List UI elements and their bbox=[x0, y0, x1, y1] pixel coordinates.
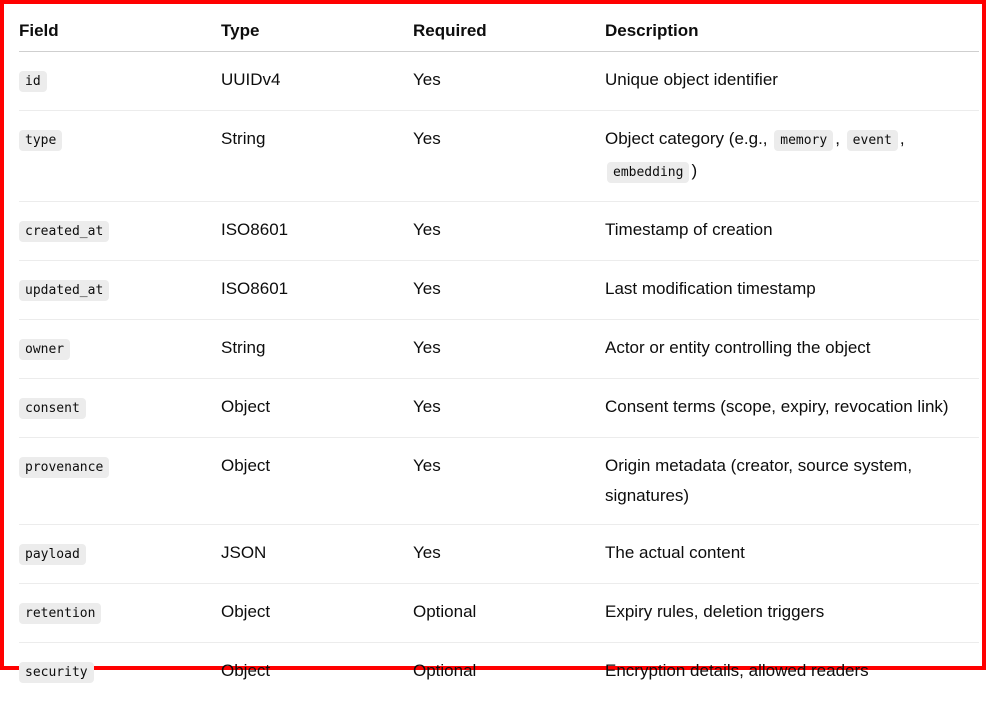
type-cell: Object bbox=[221, 643, 413, 701]
table-row bbox=[19, 261, 979, 320]
table-row bbox=[19, 111, 979, 202]
field-name-code: created_at bbox=[19, 221, 109, 242]
field-name-code: security bbox=[19, 662, 94, 683]
field-cell bbox=[19, 202, 221, 261]
field-cell bbox=[19, 525, 221, 584]
description-cell: Origin metadata (creator, source system, signatures) bbox=[605, 438, 979, 525]
field-cell bbox=[19, 320, 221, 379]
type-cell: String bbox=[221, 320, 413, 379]
required-cell: Yes bbox=[413, 525, 605, 584]
table-header bbox=[19, 12, 979, 52]
type-cell: ISO8601 bbox=[221, 261, 413, 320]
header-type: Type bbox=[221, 12, 413, 52]
type-cell: String bbox=[221, 111, 413, 202]
field-cell bbox=[19, 261, 221, 320]
field-name-code: owner bbox=[19, 339, 70, 360]
field-name-code: consent bbox=[19, 398, 86, 419]
required-cell: Yes bbox=[413, 202, 605, 261]
description-cell: Timestamp of creation bbox=[605, 202, 979, 261]
table-row bbox=[19, 379, 979, 438]
table-row bbox=[19, 438, 979, 525]
field-cell bbox=[19, 438, 221, 525]
field-name-code: retention bbox=[19, 603, 101, 624]
required-cell: Yes bbox=[413, 379, 605, 438]
description-cell: Actor or entity controlling the object bbox=[605, 320, 979, 379]
field-cell bbox=[19, 111, 221, 202]
required-cell: Optional bbox=[413, 643, 605, 701]
type-cell: Object bbox=[221, 379, 413, 438]
category-code-memory: memory bbox=[774, 130, 833, 151]
schema-table bbox=[19, 12, 979, 701]
header-row bbox=[19, 12, 979, 52]
table-row bbox=[19, 320, 979, 379]
description-cell: Encryption details, allowed readers bbox=[605, 643, 979, 701]
description-cell: Expiry rules, deletion triggers bbox=[605, 584, 979, 643]
description-text-end: ) bbox=[691, 161, 697, 180]
description-text: Object category (e.g., bbox=[605, 129, 772, 148]
field-name-code: updated_at bbox=[19, 280, 109, 301]
header-required: Required bbox=[413, 12, 605, 52]
table-row bbox=[19, 52, 979, 111]
required-cell: Yes bbox=[413, 261, 605, 320]
description-cell: Consent terms (scope, expiry, revocation link) bbox=[605, 379, 979, 438]
field-name-code: payload bbox=[19, 544, 86, 565]
category-code-embedding: embedding bbox=[607, 162, 689, 183]
table-row bbox=[19, 525, 979, 584]
field-cell bbox=[19, 584, 221, 643]
description-cell: Unique object identifier bbox=[605, 52, 979, 111]
description-separator: , bbox=[835, 129, 844, 148]
required-cell: Optional bbox=[413, 584, 605, 643]
table-body bbox=[19, 52, 979, 701]
required-cell: Yes bbox=[413, 320, 605, 379]
description-cell bbox=[605, 111, 979, 202]
type-cell: JSON bbox=[221, 525, 413, 584]
field-cell bbox=[19, 52, 221, 111]
header-field: Field bbox=[19, 12, 221, 52]
field-name-code: type bbox=[19, 130, 62, 151]
required-cell: Yes bbox=[413, 438, 605, 525]
type-cell: Object bbox=[221, 584, 413, 643]
description-separator: , bbox=[900, 129, 905, 148]
required-cell: Yes bbox=[413, 111, 605, 202]
description-cell: Last modification timestamp bbox=[605, 261, 979, 320]
header-description: Description bbox=[605, 12, 979, 52]
field-cell bbox=[19, 643, 221, 701]
type-cell: Object bbox=[221, 438, 413, 525]
description-cell: The actual content bbox=[605, 525, 979, 584]
required-cell: Yes bbox=[413, 52, 605, 111]
field-name-code: provenance bbox=[19, 457, 109, 478]
type-cell: ISO8601 bbox=[221, 202, 413, 261]
table-row bbox=[19, 643, 979, 701]
field-name-code: id bbox=[19, 71, 47, 92]
category-code-event: event bbox=[847, 130, 898, 151]
table-row bbox=[19, 584, 979, 643]
table-row bbox=[19, 202, 979, 261]
type-cell: UUIDv4 bbox=[221, 52, 413, 111]
field-cell bbox=[19, 379, 221, 438]
